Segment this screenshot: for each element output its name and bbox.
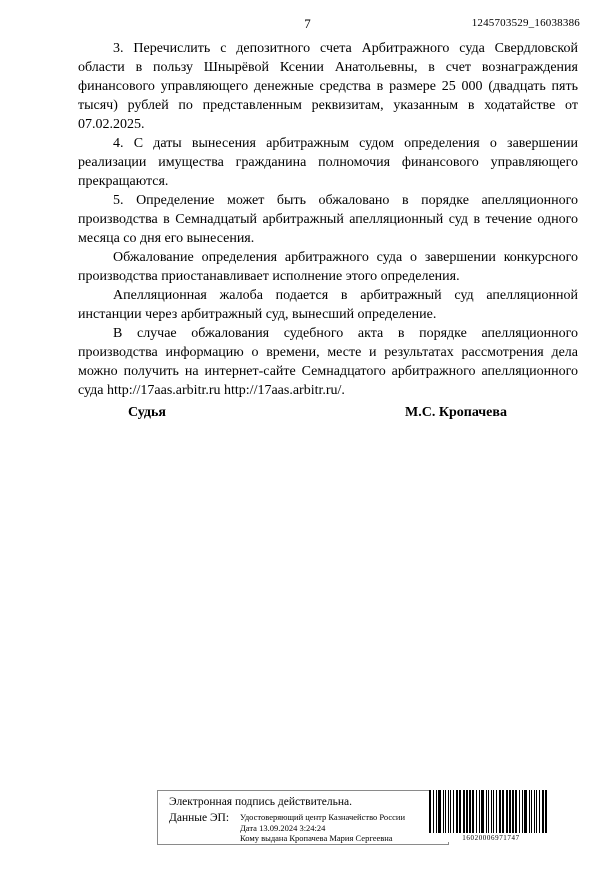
body-paragraph: 3. Перечислить с депозитного счета Арбитражного суда Свердловской области в пользу Шнырёвой Ксении Анатольевны, в счет вознаграждения финансового управляющего денежные средства в размере 25 000 (двадцать пять тысяч) рублей по представленным реквизитам, указанным в ходатайстве от 07.02.2025. <box>78 41 578 132</box>
body-paragraph: Апелляционная жалоба подается в арбитражный суд апелляционной инстанции через арбитражный суд, вынесший определение. <box>78 288 578 322</box>
stamp-detail-line: Кому выдана Кропачева Мария Сергеевна <box>240 833 393 843</box>
stamp-valid-text: Электронная подпись действительна. <box>169 796 352 808</box>
document-id: 1245703529_16038386 <box>471 17 580 29</box>
page-number: 7 <box>304 16 311 31</box>
body-paragraph: 5. Определение может быть обжаловано в порядке апелляционного производства в Семнадцатый арбитражный апелляционный суд в течение одного месяца со дня его вынесения. <box>78 193 578 246</box>
judge-role-label: Судья <box>128 405 166 420</box>
stamp-detail-line: Дата 13.09.2024 3:24:24 <box>240 822 326 833</box>
stamp-data-row <box>169 812 448 844</box>
stamp-details <box>230 812 405 844</box>
body-paragraph: 4. С даты вынесения арбитражным судом определения о завершении реализации имущества гражданина полномочия финансового управляющего прекращаются. <box>78 136 578 189</box>
barcode-number: 16020006971747 <box>462 834 520 842</box>
body-paragraph: Обжалование определения арбитражного суда о завершении конкурсного производства приостанавливает исполнение этого определения. <box>78 250 578 284</box>
body-paragraph: В случае обжалования судебного акта в порядке апелляционного производства информацию о времени, месте и результатах рассмотрения дела можно получить на интернет-сайте Семнадцатого арбитражного апелляционного суда http://17aas.arbitr.ru http://17aas.arbitr.ru/. <box>78 326 578 398</box>
barcode <box>429 790 553 842</box>
judge-name: М.С. Кропачева <box>405 405 507 420</box>
stamp-data-label: Данные ЭП: <box>169 812 230 824</box>
document-body <box>78 39 578 400</box>
stamp-detail-line: Удостоверяющий центр Казначейство России <box>240 812 406 822</box>
electronic-signature-stamp <box>157 790 449 845</box>
barcode-bars-icon <box>429 790 553 833</box>
